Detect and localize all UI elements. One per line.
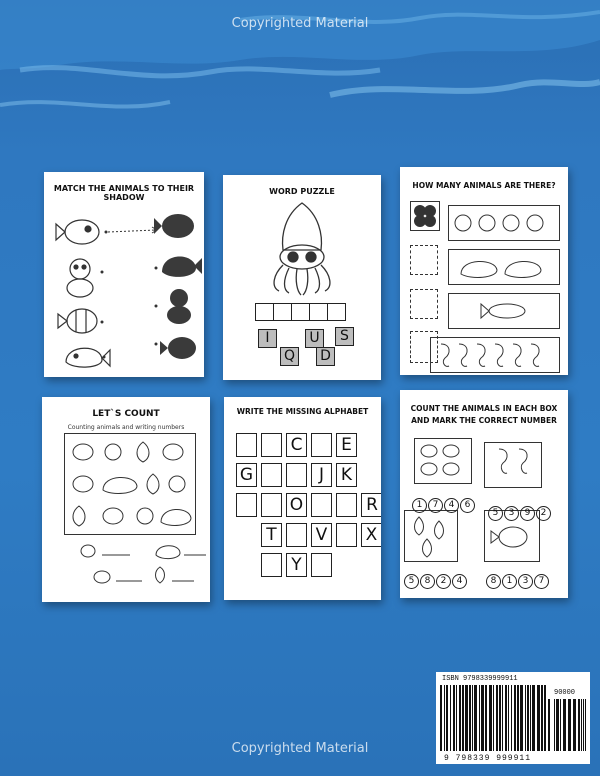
barcode-digits: 9 798339 999911 [444, 754, 532, 763]
letter-box: J [311, 463, 332, 487]
letter-box[interactable] [311, 553, 332, 577]
letter-box[interactable] [261, 433, 282, 457]
answer-box-2[interactable] [273, 303, 292, 321]
letter-box: V [311, 523, 332, 547]
letter-box[interactable] [236, 433, 257, 457]
answer-box-1[interactable] [410, 245, 438, 275]
whale-group-box [448, 249, 560, 285]
letter-tile: U [305, 329, 324, 348]
answer-box-3[interactable] [291, 303, 310, 321]
letter-box[interactable] [286, 463, 307, 487]
page-title: WORD PUZZLE [269, 187, 335, 196]
turtle-shadow-icon [167, 289, 191, 324]
page-title-line-2: AND MARK THE CORRECT NUMBER [411, 416, 557, 425]
option-circle[interactable]: 3 [518, 574, 533, 589]
page-match-shadow [44, 172, 204, 377]
letter-box[interactable] [261, 493, 282, 517]
turtle-group-box [448, 205, 560, 241]
option-circle[interactable]: 1 [502, 574, 517, 589]
clownfish-icon [58, 309, 97, 333]
animal-box-3 [404, 510, 458, 562]
option-circle[interactable]: 7 [428, 498, 443, 513]
page-lets-count [42, 397, 210, 602]
options-4 [486, 570, 550, 589]
isbn-text: ISBN 9798339999911 [442, 675, 518, 683]
fish-shadow-icon [154, 214, 194, 238]
letter-box: G [236, 463, 257, 487]
option-circle[interactable]: 2 [436, 574, 451, 589]
letter-box[interactable] [311, 433, 332, 457]
letter-box[interactable] [311, 493, 332, 517]
letter-box[interactable] [336, 493, 357, 517]
page-count-mark [400, 390, 568, 598]
option-circle[interactable]: 6 [460, 498, 475, 513]
clownfish-shadow-icon [160, 337, 196, 359]
letter-tile: I [258, 329, 277, 348]
option-circle[interactable]: 4 [444, 498, 459, 513]
letter-box: E [336, 433, 357, 457]
answer-box-5[interactable] [327, 303, 346, 321]
option-circle[interactable]: 8 [486, 574, 501, 589]
page-subtitle: Counting animals and writing numbers [67, 424, 185, 431]
letter-box: C [286, 433, 307, 457]
letter-box: T [261, 523, 282, 547]
turtle-icon [67, 259, 93, 297]
options-3 [404, 570, 468, 589]
page-title-line-1: COUNT THE ANIMALS IN EACH BOX [410, 404, 558, 413]
fish-group-box [448, 293, 560, 329]
option-circle[interactable]: 5 [488, 506, 503, 521]
letter-box: R [361, 493, 381, 517]
page-title: MATCH THE ANIMALS TO THEIR SHADOW [53, 184, 195, 202]
page-title: WRITE THE MISSING ALPHABET [236, 407, 369, 416]
letter-box: K [336, 463, 357, 487]
option-circle[interactable]: 2 [536, 506, 551, 521]
page-how-many [400, 167, 568, 375]
answer-lines [42, 537, 210, 597]
letter-box[interactable] [286, 523, 307, 547]
options-1 [412, 494, 476, 513]
letter-tile: Q [280, 347, 299, 366]
letter-tile: D [316, 347, 335, 366]
letter-box: Y [286, 553, 307, 577]
option-circle[interactable]: 5 [404, 574, 419, 589]
option-circle[interactable]: 4 [452, 574, 467, 589]
letter-box[interactable] [261, 553, 282, 577]
letter-box[interactable] [336, 523, 357, 547]
letter-tile: S [335, 327, 354, 346]
letter-box: O [286, 493, 307, 517]
options-2 [488, 502, 552, 521]
match-illustrations [44, 172, 204, 377]
page-word-puzzle [223, 175, 381, 380]
watermark-bottom: Copyrighted Material [231, 741, 369, 756]
price-code: 90000 [554, 689, 576, 697]
option-circle[interactable]: 7 [534, 574, 549, 589]
answer-box-2[interactable] [410, 289, 438, 319]
answer-box-example [410, 201, 440, 231]
fish-icon [56, 220, 99, 244]
option-circle[interactable]: 3 [504, 506, 519, 521]
whale-shadow-icon [162, 256, 202, 276]
seahorse-group-box [430, 337, 560, 373]
page-missing-alphabet [224, 397, 381, 600]
option-circle[interactable]: 9 [520, 506, 535, 521]
animal-box-2 [484, 442, 542, 488]
option-circle[interactable]: 8 [420, 574, 435, 589]
answer-box-1[interactable] [255, 303, 274, 321]
animals-grid [64, 433, 196, 535]
letter-box[interactable] [261, 463, 282, 487]
letter-box[interactable] [236, 493, 257, 517]
page-title: LET`S COUNT [92, 409, 160, 419]
answer-box-4[interactable] [309, 303, 328, 321]
page-title: HOW MANY ANIMALS ARE THERE? [412, 181, 556, 190]
letter-box: X [361, 523, 381, 547]
squid-icon [223, 175, 381, 380]
option-circle[interactable]: 1 [412, 498, 427, 513]
animal-box-1 [414, 438, 472, 484]
watermark-top: Copyrighted Material [231, 16, 369, 31]
